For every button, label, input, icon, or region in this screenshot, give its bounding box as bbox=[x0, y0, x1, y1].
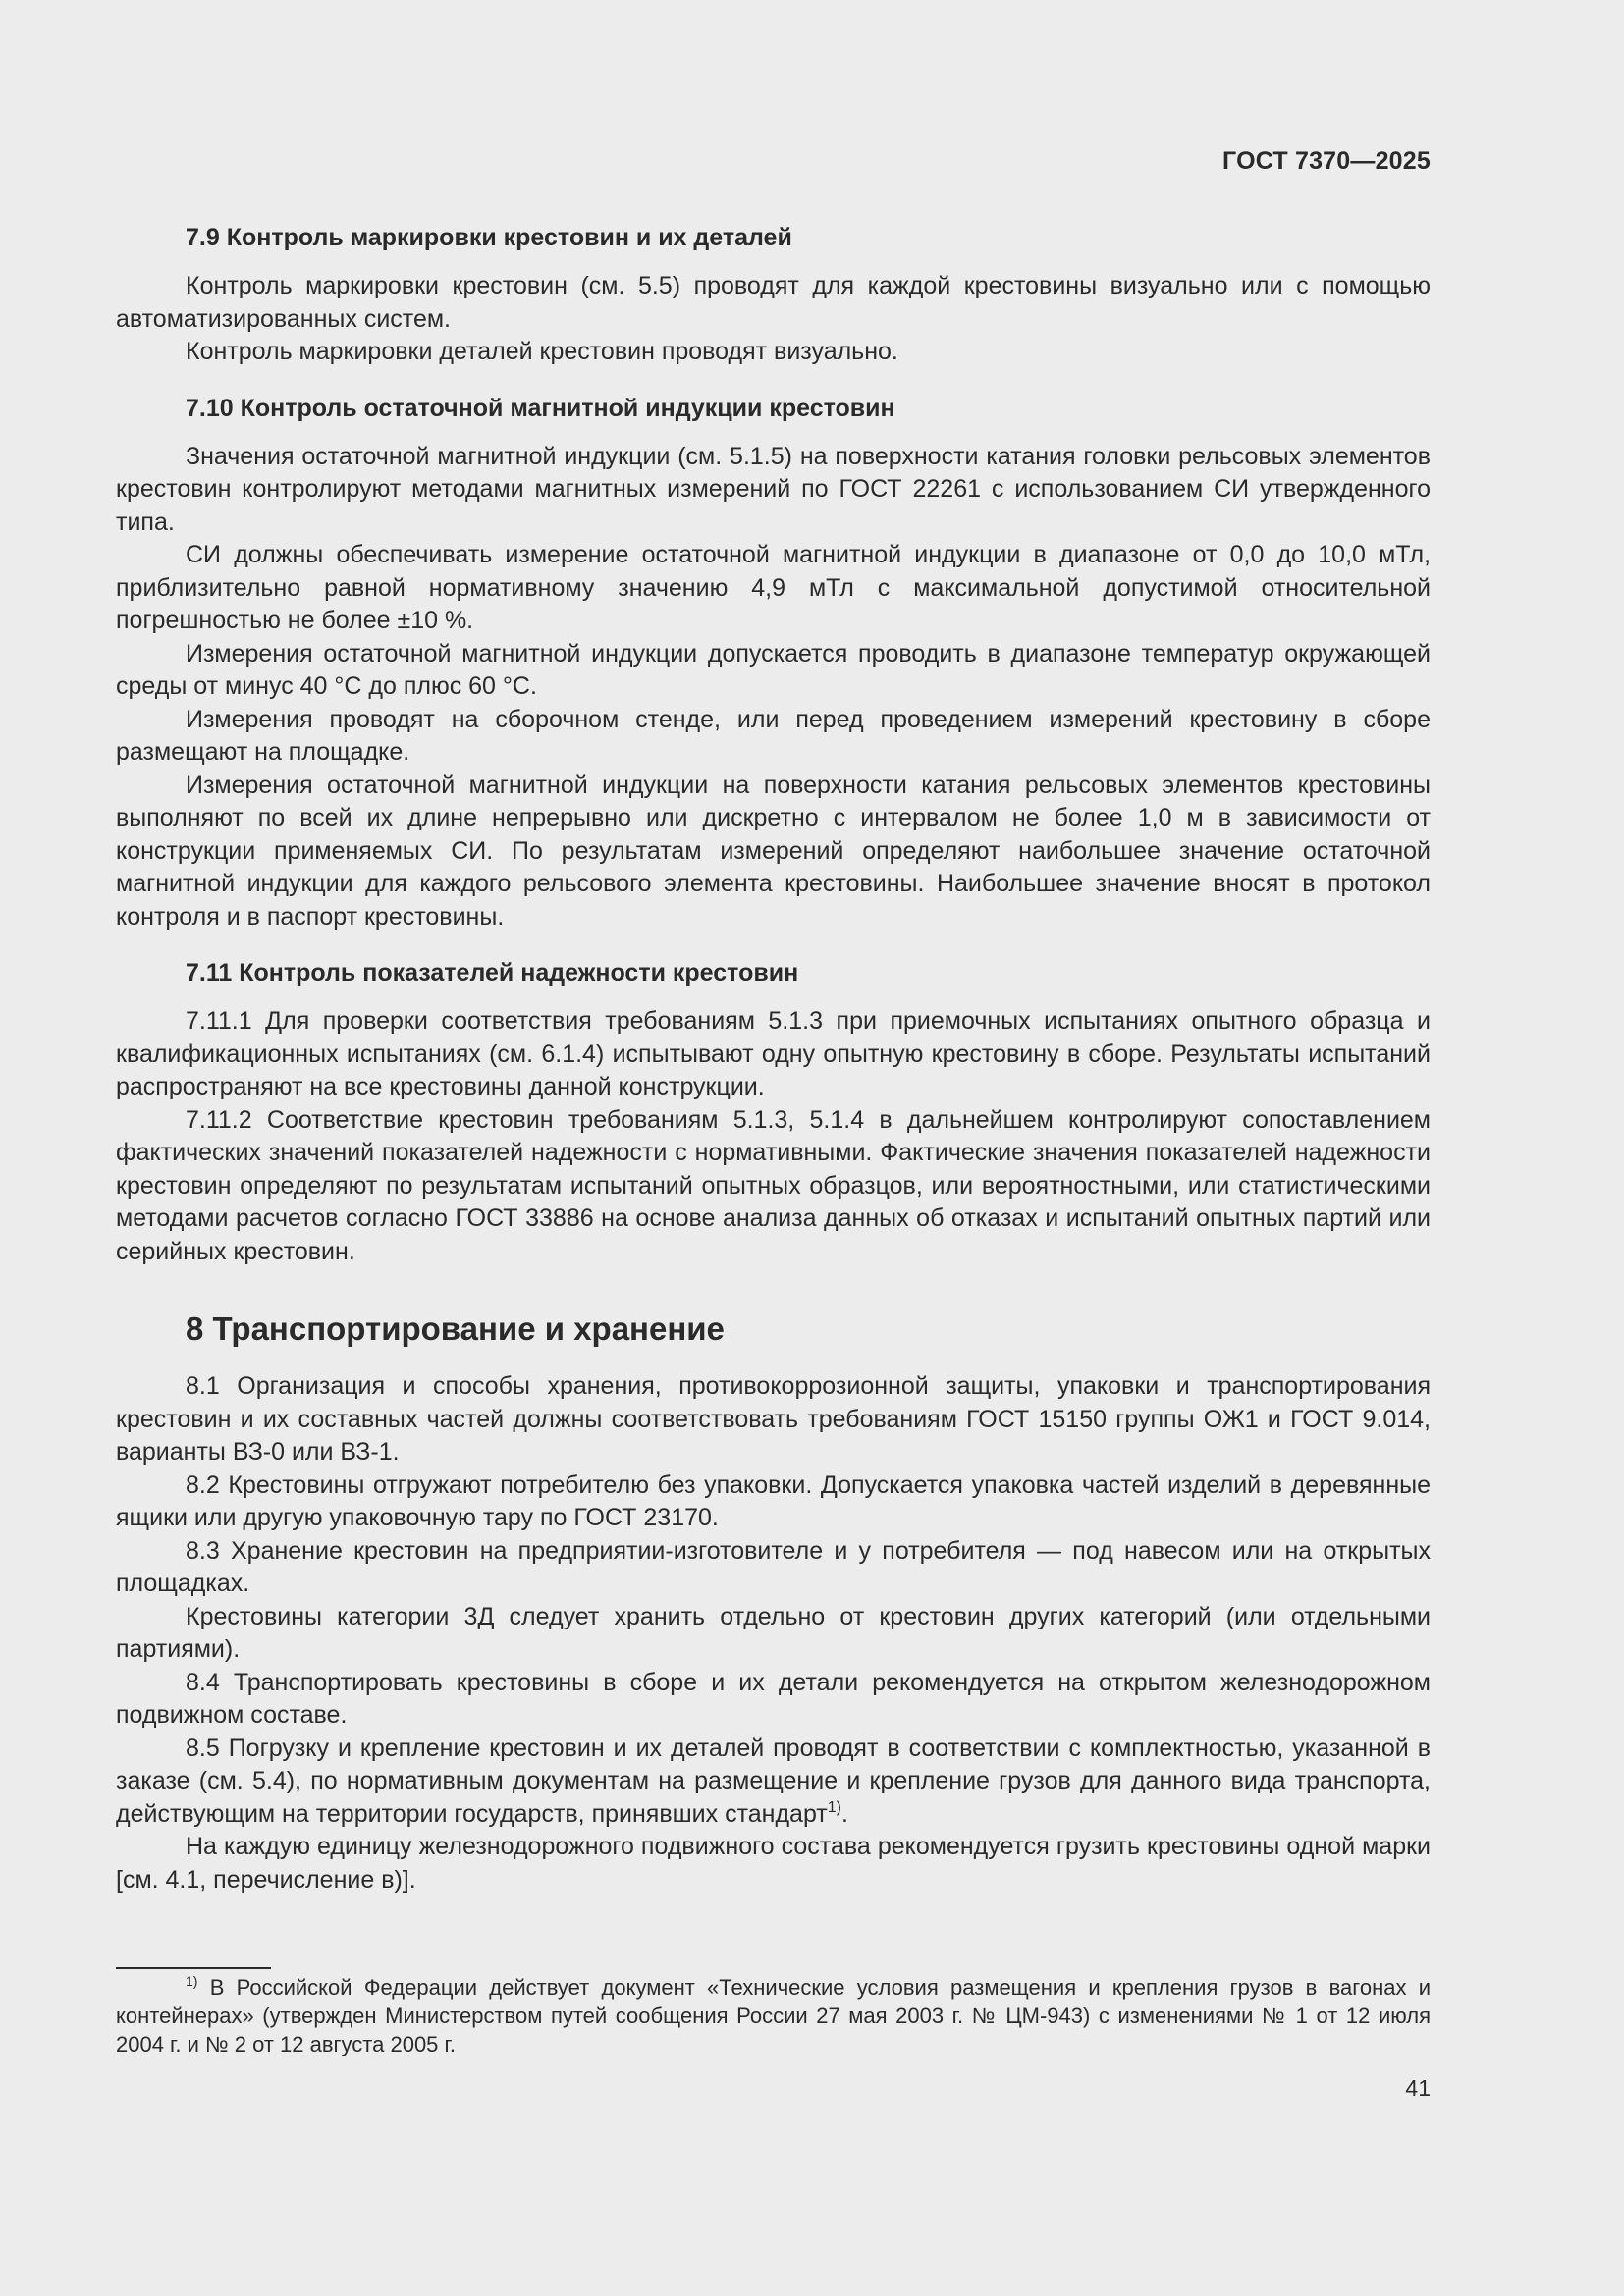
footnote-text: В Российской Федерации действует документ «Технические условия размещения и крепления грузов в вагонах и контейнерах» (утвержден Министерством путей сообщения России 27 мая 2003 г. № ЦМ-943) с изменениями № 1 от 12 июля 2004 г. и № 2 от 12 августа 2005 г. bbox=[116, 1975, 1431, 2056]
paragraph: СИ должны обеспечивать измерение остаточной магнитной индукции в диапазоне от 0,0 до 10,0 мТл, приблизительно равной нормативному значению 4,9 мТл с максимальной допустимой относительной погрешностью не более ±10 %. bbox=[116, 541, 1431, 634]
section-heading-8: 8 Транспортирование и хранение bbox=[186, 1310, 725, 1347]
paragraph: 8.4 Транспортировать крестовины в сборе и их детали рекомендуется на открытом железнодорожном подвижном составе. bbox=[116, 1668, 1431, 1729]
paragraph: Значения остаточной магнитной индукции (см. 5.1.5) на поверхности катания головки рельсовых элементов крестовин контролируют методами магнитных измерений по ГОСТ 22261 с использованием СИ утвержденного типа. bbox=[116, 442, 1431, 536]
document-header: ГОСТ 7370—2025 bbox=[1222, 147, 1431, 175]
paragraph: Измерения проводят на сборочном стенде, или перед проведением измерений крестовину в сборе размещают на площадке. bbox=[116, 705, 1431, 766]
section-heading-7-10: 7.10 Контроль остаточной магнитной индукции крестовин bbox=[186, 394, 895, 422]
paragraph: 7.11.2 Соответствие крестовин требованиям 5.1.3, 5.1.4 в дальнейшем контролируют сопоставлением фактических значений показателей надежности с нормативными. Фактические значения показателей надежности крестовин определяют по результатам испытаний опытных образцов, или вероятностными, или статистическими методами расчетов согласно ГОСТ 33886 на основе анализа данных об отказах и испытаний опытных партий или серийных крестовин. bbox=[116, 1105, 1431, 1265]
section-heading-7-11: 7.11 Контроль показателей надежности крестовин bbox=[186, 959, 799, 987]
paragraph: 7.11.1 Для проверки соответствия требованиям 5.1.3 при приемочных испытаниях опытного образца и квалификационных испытаниях (см. 6.1.4) испытывают одну опытную крестовину в сборе. Результаты испытаний распространяют на все крестовины данной конструкции. bbox=[116, 1007, 1431, 1100]
footnote-reference[interactable]: 1) bbox=[827, 1798, 841, 1816]
paragraph: Измерения остаточной магнитной индукции допускается проводить в диапазоне температур окружающей среды от минус 40 °С до плюс 60 °С. bbox=[116, 639, 1431, 700]
paragraph: Контроль маркировки крестовин (см. 5.5) проводят для каждой крестовины визуально или с помощью автоматизированных систем. bbox=[116, 272, 1431, 333]
paragraph: На каждую единицу железнодорожного подвижного состава рекомендуется грузить крестовины одной марки [см. 4.1, перечисление в)]. bbox=[116, 1833, 1431, 1894]
section-heading-7-9: 7.9 Контроль маркировки крестовин и их деталей bbox=[186, 224, 792, 251]
paragraph: 8.3 Хранение крестовин на предприятии-изготовителе и у потребителя — под навесом или на открытых площадках. bbox=[116, 1536, 1431, 1597]
footnote-marker: 1) bbox=[186, 1973, 198, 1989]
paragraph-text: 8.5 Погрузку и крепление крестовин и их деталей проводят в соответствии с комплектностью, указанной в заказе (см. 5.4), по нормативным документам на размещение и крепление грузов для данного вида транспорта, действующим на территории государств, принявших стандарт bbox=[116, 1734, 1431, 1828]
footnote-separator bbox=[116, 1967, 271, 1969]
paragraph-end: . bbox=[840, 1799, 848, 1828]
document-body bbox=[116, 222, 1431, 1896]
paragraph: Крестовины категории 3Д следует хранить отдельно от крестовин других категорий (или отдельными партиями). bbox=[116, 1602, 1431, 1663]
paragraph: 8.1 Организация и способы хранения, противокоррозионной защиты, упаковки и транспортирования крестовин и их составных частей должны соответствовать требованиям ГОСТ 15150 группы ОЖ1 и ГОСТ 9.014, варианты ВЗ-0 или ВЗ-1. bbox=[116, 1372, 1431, 1466]
paragraph: 8.2 Крестовины отгружают потребителю без упаковки. Допускается упаковка частей изделий в деревянные ящики или другую упаковочную тару по ГОСТ 23170. bbox=[116, 1470, 1431, 1531]
paragraph-with-footnote bbox=[116, 1733, 1431, 1832]
paragraph: Измерения остаточной магнитной индукции на поверхности катания рельсовых элементов крестовины выполняют по всей их длине непрерывно или дискретно с интервалом не более 1,0 м в зависимости от конструкции применяемых СИ. По результатам измерений определяют наибольшее значение остаточной магнитной индукции для каждого рельсового элемента крестовины. Наибольшее значение вносят в протокол контроля и в паспорт крестовины. bbox=[116, 771, 1431, 931]
paragraph: Контроль маркировки деталей крестовин проводят визуально. bbox=[186, 338, 898, 365]
footnote bbox=[116, 1973, 1431, 2058]
page-number: 41 bbox=[1405, 2075, 1431, 2101]
